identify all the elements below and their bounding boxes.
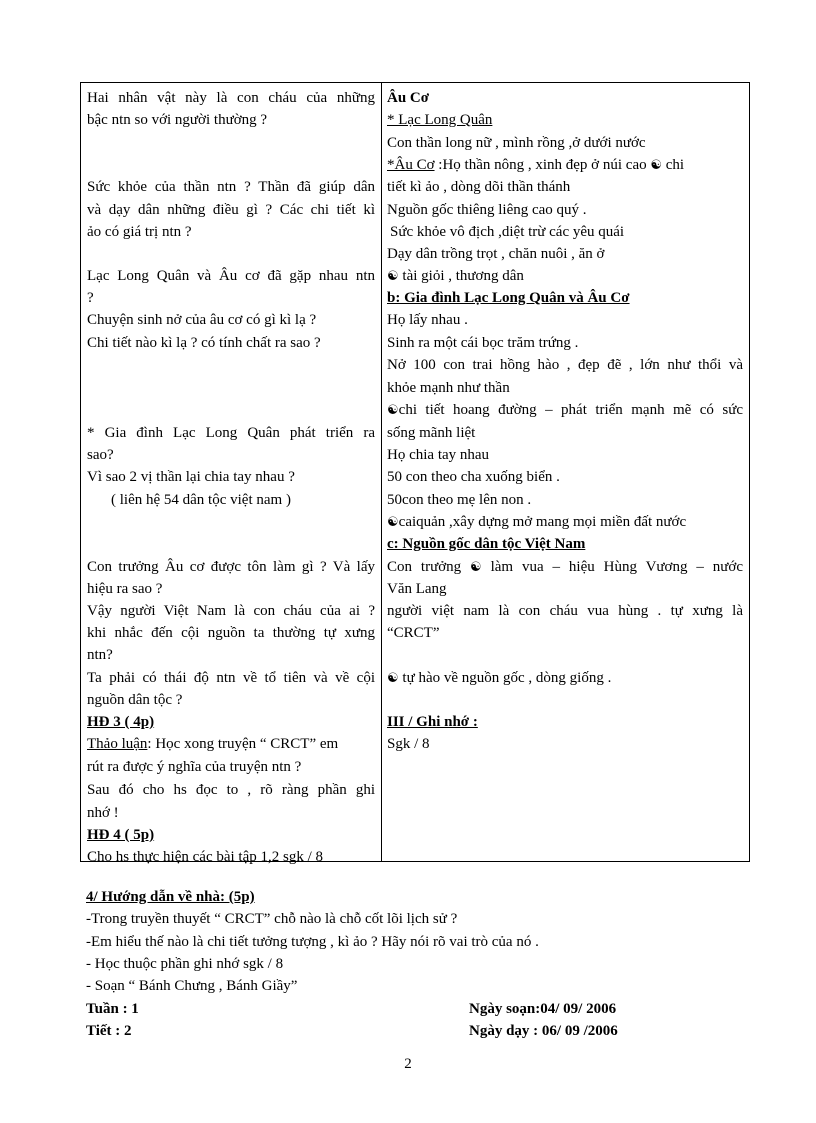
right-line: Nguồn gốc thiêng liêng cao quý . bbox=[387, 202, 587, 218]
right-line: tiết kì ảo , dòng dõi thần thánh bbox=[387, 179, 571, 195]
section-iii-heading: III / Ghi nhớ : bbox=[387, 714, 478, 730]
yin-yang-icon: ☯ bbox=[387, 671, 399, 686]
left-line: Lạc Long Quân và Âu cơ đã gặp nhau ntn bbox=[87, 268, 375, 284]
left-line: ảo có giá trị ntn ? bbox=[87, 224, 192, 240]
activity-3-heading: HĐ 3 ( 4p) bbox=[87, 714, 155, 730]
right-text: chi bbox=[662, 157, 685, 173]
left-line: sao? bbox=[87, 447, 114, 463]
right-line: “CRCT” bbox=[387, 625, 440, 641]
page-number: 2 bbox=[404, 1056, 412, 1072]
yin-yang-icon: ☯ bbox=[650, 158, 663, 173]
column-divider bbox=[381, 83, 382, 861]
right-line bbox=[387, 668, 611, 689]
left-line: ntn? bbox=[87, 647, 113, 663]
left-line: hiệu ra sao ? bbox=[87, 581, 163, 597]
right-line: Con thần long nữ , mình rồng ,ở dưới nước bbox=[387, 135, 646, 151]
right-line: Âu Cơ bbox=[387, 90, 430, 106]
period-label: Tiết : 2 bbox=[86, 1023, 132, 1039]
right-line: * Lạc Long Quân bbox=[387, 112, 493, 128]
right-line bbox=[387, 400, 743, 421]
left-line: rút ra được ý nghĩa của truyện ntn ? bbox=[87, 759, 302, 775]
left-line: Chi tiết nào kì lạ ? có tính chất ra sao ? bbox=[87, 335, 321, 351]
left-line: bậc ntn so với người thường ? bbox=[87, 112, 268, 128]
left-line: ? bbox=[87, 290, 94, 306]
prepared-date: Ngày soạn:04/ 09/ 2006 bbox=[469, 1001, 617, 1017]
right-line: Văn Lang bbox=[387, 581, 447, 597]
right-line: người việt nam là con cháu vua hùng . tự xưng là bbox=[387, 603, 743, 619]
right-line: Sức khỏe vô địch ,diệt trừ các yêu quái bbox=[390, 224, 625, 240]
right-text: tài giỏi , thương dân bbox=[398, 268, 524, 284]
left-line: * Gia đình Lạc Long Quân phát triển ra bbox=[87, 425, 375, 441]
right-line bbox=[387, 266, 524, 287]
left-line: Con trưởng Âu cơ được tôn làm gì ? Và lấy bbox=[87, 559, 375, 575]
homework-heading: 4/ Hướng dẫn về nhà: (5p) bbox=[86, 889, 255, 905]
right-line: 50 con theo cha xuống biển . bbox=[387, 469, 560, 485]
right-line: sống mãnh liệt bbox=[387, 425, 476, 441]
left-line: ( liên hệ 54 dân tộc việt nam ) bbox=[111, 492, 291, 508]
right-line: Họ chia tay nhau bbox=[387, 447, 490, 463]
week-label: Tuần : 1 bbox=[86, 1001, 139, 1017]
right-text: làm vua – hiệu Hùng Vương – nước bbox=[481, 559, 744, 575]
right-line: Dạy dân trồng trọt , chăn nuôi , ăn ở bbox=[387, 246, 605, 262]
discussion-text: : Học xong truyện “ CRCT” em bbox=[147, 736, 339, 752]
homework-line: -Em hiểu thế nào là chi tiết tưởng tượng , kì ảo ? Hãy nói rõ vai trò của nó . bbox=[86, 934, 539, 950]
yin-yang-icon: ☯ bbox=[387, 515, 399, 530]
left-line: nhớ ! bbox=[87, 805, 119, 821]
left-line: Cho hs thực hiện các bài tập 1,2 sgk / 8 bbox=[87, 849, 324, 865]
left-line: Hai nhân vật này là con cháu của những bbox=[87, 90, 375, 106]
au-co-label: *Âu Cơ bbox=[387, 157, 435, 173]
left-line: Sức khỏe của thần ntn ? Thần đã giúp dân bbox=[87, 179, 375, 195]
right-line: Sinh ra một cái bọc trăm trứng . bbox=[387, 335, 579, 351]
section-b-heading: b: Gia đình Lạc Long Quân và Âu Cơ bbox=[387, 290, 630, 306]
right-line: Nở 100 con trai hồng hào , đẹp đẽ , lớn như thổi và bbox=[387, 357, 743, 373]
lesson-table bbox=[80, 82, 750, 865]
right-line bbox=[387, 512, 686, 533]
yin-yang-icon: ☯ bbox=[387, 269, 399, 284]
discussion-label: Thảo luận bbox=[87, 736, 148, 752]
section-c-heading: c: Nguồn gốc dân tộc Việt Nam bbox=[387, 536, 586, 552]
right-line bbox=[387, 155, 743, 176]
right-text: caiquản ,xây dựng mở mang mọi miền đất nước bbox=[398, 514, 687, 530]
right-line: Họ lấy nhau . bbox=[387, 312, 468, 328]
left-line: Vậy người Việt Nam là con cháu của ai ? bbox=[87, 603, 375, 619]
homework-line: -Trong truyền thuyết “ CRCT” chỗ nào là chỗ cốt lõi lịch sử ? bbox=[86, 911, 458, 927]
right-text: chi tiết hoang đường – phát triển mạnh mẽ có sức bbox=[398, 402, 743, 418]
left-line: khi nhắc đến cội nguồn ta thường tự xưng bbox=[87, 625, 375, 641]
right-line: Sgk / 8 bbox=[387, 736, 430, 752]
left-line: Sau đó cho hs đọc to , rõ ràng phần ghi bbox=[87, 782, 375, 798]
right-text: Con trưởng bbox=[387, 559, 471, 575]
right-line bbox=[387, 557, 743, 578]
yin-yang-icon: ☯ bbox=[387, 403, 399, 418]
homework-line: - Học thuộc phần ghi nhớ sgk / 8 bbox=[86, 956, 284, 972]
left-line: Ta phải có thái độ ntn về tổ tiên và về cội bbox=[87, 670, 375, 686]
left-line: Chuyện sinh nở của âu cơ có gì kì lạ ? bbox=[87, 312, 317, 328]
left-line: nguồn dân tộc ? bbox=[87, 692, 183, 708]
left-line: Vì sao 2 vị thần lại chia tay nhau ? bbox=[87, 469, 295, 485]
right-text: tự hào về nguồn gốc , dòng giống . bbox=[398, 670, 612, 686]
right-line: 50con theo mẹ lên non . bbox=[387, 492, 532, 508]
activity-4-heading: HĐ 4 ( 5p) bbox=[87, 827, 155, 843]
left-line bbox=[87, 734, 338, 754]
left-line: và dạy dân những điều gì ? Các chi tiết kì bbox=[87, 202, 375, 218]
right-text: :Họ thần nông , xinh đẹp ở núi cao bbox=[434, 157, 651, 173]
teaching-date: Ngày dạy : 06/ 09 /2006 bbox=[469, 1023, 618, 1039]
right-line: khỏe mạnh như thần bbox=[387, 380, 510, 396]
homework-line: - Soạn “ Bánh Chưng , Bánh Giầy” bbox=[86, 978, 298, 994]
yin-yang-icon: ☯ bbox=[470, 560, 482, 575]
